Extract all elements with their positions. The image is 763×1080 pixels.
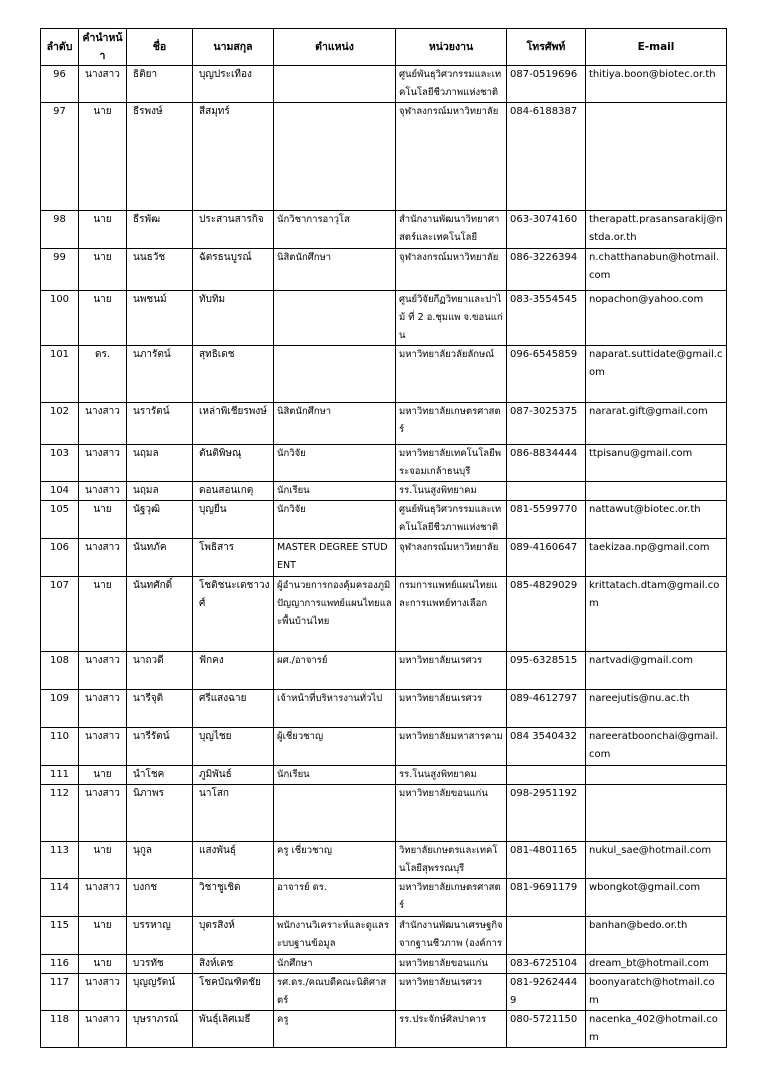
row-last-name: ภูมิพันธ์ bbox=[193, 766, 274, 785]
row-number: 102 bbox=[41, 403, 79, 445]
row-organization: สำนักงานพัฒนาวิทยาศาสตร์และเทคโนโลยี bbox=[396, 211, 507, 249]
row-organization: รร.ประจักษ์ศิลปาคาร bbox=[396, 1011, 507, 1048]
row-organization: มหาวิทยาลัยเกษตรศาสตร์ bbox=[396, 403, 507, 445]
row-last-name: ฟักคง bbox=[193, 652, 274, 690]
row-phone: 083-3554545 bbox=[507, 291, 586, 346]
row-last-name: ประสานสารกิจ bbox=[193, 211, 274, 249]
header-row bbox=[41, 29, 727, 66]
row-phone: 096-6545859 bbox=[507, 346, 586, 403]
row-email: taekizaa.np@gmail.com bbox=[586, 539, 727, 577]
row-number: 107 bbox=[41, 577, 79, 652]
row-first-name: บรรหาญ bbox=[127, 917, 193, 955]
row-phone bbox=[507, 766, 586, 785]
participant-table bbox=[40, 28, 727, 1048]
row-first-name: นภารัตน์ bbox=[127, 346, 193, 403]
table-row bbox=[41, 66, 727, 103]
table-row bbox=[41, 974, 727, 1011]
row-email: therapatt.prasansarakij@nstda.or.th bbox=[586, 211, 727, 249]
row-last-name: สิงห์เดช bbox=[193, 955, 274, 974]
col-header-first-name: ชื่อ bbox=[127, 29, 193, 66]
row-number: 115 bbox=[41, 917, 79, 955]
table-row bbox=[41, 249, 727, 291]
row-first-name: นันทภัค bbox=[127, 539, 193, 577]
row-prefix: นาย bbox=[79, 291, 127, 346]
row-last-name: ดอนสอนเกตุ bbox=[193, 482, 274, 501]
participant-list-page bbox=[40, 28, 726, 1048]
row-position: ผศ./อาจารย์ bbox=[274, 652, 396, 690]
row-first-name: นนธวัช bbox=[127, 249, 193, 291]
row-first-name: ธิติยา bbox=[127, 66, 193, 103]
row-email: nareejutis@nu.ac.th bbox=[586, 690, 727, 728]
row-number: 106 bbox=[41, 539, 79, 577]
row-last-name: สีสมุทร์ bbox=[193, 103, 274, 211]
row-email bbox=[586, 482, 727, 501]
row-email: ttpisanu@gmail.com bbox=[586, 445, 727, 482]
row-prefix: นาย bbox=[79, 842, 127, 879]
row-number: 96 bbox=[41, 66, 79, 103]
row-number: 113 bbox=[41, 842, 79, 879]
row-last-name: บุญยืน bbox=[193, 501, 274, 539]
row-email: nareeratboonchai@gmail.com bbox=[586, 728, 727, 766]
row-last-name: ศรีแสงฉาย bbox=[193, 690, 274, 728]
row-organization: มหาวิทยาลัยวลัยลักษณ์ bbox=[396, 346, 507, 403]
row-email bbox=[586, 785, 727, 842]
row-number: 100 bbox=[41, 291, 79, 346]
row-organization: มหาวิทยาลัยขอนแก่น bbox=[396, 785, 507, 842]
row-phone: 081-92624449 bbox=[507, 974, 586, 1011]
row-phone: 084-6188387 bbox=[507, 103, 586, 211]
row-phone: 087-3025375 bbox=[507, 403, 586, 445]
row-position bbox=[274, 291, 396, 346]
row-last-name: ทับทิม bbox=[193, 291, 274, 346]
table-row bbox=[41, 346, 727, 403]
row-organization: รร.โนนสูงพิทยาคม bbox=[396, 482, 507, 501]
row-position: นักศึกษา bbox=[274, 955, 396, 974]
row-first-name: นุกูล bbox=[127, 842, 193, 879]
row-number: 104 bbox=[41, 482, 79, 501]
row-phone: 081-5599770 bbox=[507, 501, 586, 539]
row-last-name: นาโสก bbox=[193, 785, 274, 842]
row-position: นักวิจัย bbox=[274, 445, 396, 482]
row-prefix: นางสาว bbox=[79, 403, 127, 445]
row-organization: มหาวิทยาลัยนเรศวร bbox=[396, 974, 507, 1011]
row-email bbox=[586, 103, 727, 211]
row-prefix: นาย bbox=[79, 501, 127, 539]
row-number: 112 bbox=[41, 785, 79, 842]
table-row bbox=[41, 577, 727, 652]
row-number: 103 bbox=[41, 445, 79, 482]
row-organization: มหาวิทยาลัยขอนแก่น bbox=[396, 955, 507, 974]
table-row bbox=[41, 690, 727, 728]
row-position: นักวิจัย bbox=[274, 501, 396, 539]
row-phone: 084 3540432 bbox=[507, 728, 586, 766]
table-row bbox=[41, 879, 727, 917]
row-phone: 080-5721150 bbox=[507, 1011, 586, 1048]
table-row bbox=[41, 403, 727, 445]
row-prefix: นางสาว bbox=[79, 445, 127, 482]
row-number: 98 bbox=[41, 211, 79, 249]
col-header-phone: โทรศัพท์ bbox=[507, 29, 586, 66]
row-phone: 086-3226394 bbox=[507, 249, 586, 291]
row-prefix: นางสาว bbox=[79, 539, 127, 577]
row-last-name: สุทธิเดช bbox=[193, 346, 274, 403]
row-organization: จุฬาลงกรณ์มหาวิทยาลัย bbox=[396, 103, 507, 211]
table-row bbox=[41, 211, 727, 249]
row-email: krittatach.dtam@gmail.com bbox=[586, 577, 727, 652]
row-email: nararat.gift@gmail.com bbox=[586, 403, 727, 445]
row-prefix: นาย bbox=[79, 955, 127, 974]
row-number: 108 bbox=[41, 652, 79, 690]
row-last-name: บุตรสิงห์ bbox=[193, 917, 274, 955]
row-last-name: บุญไชย bbox=[193, 728, 274, 766]
row-position: MASTER DEGREE STUDENT bbox=[274, 539, 396, 577]
row-first-name: นัฐวุฒิ bbox=[127, 501, 193, 539]
row-first-name: นารีรัตน์ bbox=[127, 728, 193, 766]
row-prefix: นาย bbox=[79, 917, 127, 955]
row-email: dream_bt@hotmail.com bbox=[586, 955, 727, 974]
row-phone: 089-4160647 bbox=[507, 539, 586, 577]
row-first-name: นิภาพร bbox=[127, 785, 193, 842]
row-last-name: แสงพันธุ์ bbox=[193, 842, 274, 879]
row-prefix: นางสาว bbox=[79, 482, 127, 501]
row-number: 97 bbox=[41, 103, 79, 211]
row-first-name: นพชนม์ bbox=[127, 291, 193, 346]
row-organization: จุฬาลงกรณ์มหาวิทยาลัย bbox=[396, 249, 507, 291]
row-prefix: นางสาว bbox=[79, 974, 127, 1011]
row-position: นิสิตนักศึกษา bbox=[274, 403, 396, 445]
row-phone: 081-4801165 bbox=[507, 842, 586, 879]
row-position: นักเรียน bbox=[274, 482, 396, 501]
row-organization: ศูนย์พันธุวิศวกรรมและเทคโนโลยีชีวภาพแห่งชาติ bbox=[396, 501, 507, 539]
row-position: อาจารย์ ดร. bbox=[274, 879, 396, 917]
row-organization: สำนักงานพัฒนาเศรษฐกิจจากฐานชีวภาพ (องค์การ bbox=[396, 917, 507, 955]
row-prefix: นางสาว bbox=[79, 690, 127, 728]
row-email: naparat.suttidate@gmail.com bbox=[586, 346, 727, 403]
row-phone: 063-3074160 bbox=[507, 211, 586, 249]
col-header-position: ตำแหน่ง bbox=[274, 29, 396, 66]
table-row bbox=[41, 652, 727, 690]
col-header-organization: หน่วยงาน bbox=[396, 29, 507, 66]
row-first-name: บุญญรัตน์ bbox=[127, 974, 193, 1011]
row-prefix: นาย bbox=[79, 766, 127, 785]
row-position: ครู bbox=[274, 1011, 396, 1048]
row-first-name: นารีจุติ bbox=[127, 690, 193, 728]
row-position bbox=[274, 103, 396, 211]
row-position bbox=[274, 785, 396, 842]
row-last-name: พันธุ์เลิศเมธี bbox=[193, 1011, 274, 1048]
row-email bbox=[586, 766, 727, 785]
row-phone bbox=[507, 482, 586, 501]
row-first-name: บวรทัช bbox=[127, 955, 193, 974]
row-phone: 083-6725104 bbox=[507, 955, 586, 974]
table-row bbox=[41, 291, 727, 346]
row-email: nopachon@yahoo.com bbox=[586, 291, 727, 346]
row-position: นักวิชาการอาวุโส bbox=[274, 211, 396, 249]
row-organization: กรมการแพทย์แผนไทยและการแพทย์ทางเลือก bbox=[396, 577, 507, 652]
table-row bbox=[41, 501, 727, 539]
row-number: 105 bbox=[41, 501, 79, 539]
row-prefix: นาย bbox=[79, 103, 127, 211]
row-prefix: นางสาว bbox=[79, 652, 127, 690]
row-position: นิสิตนักศึกษา bbox=[274, 249, 396, 291]
col-header-no: ลำดับ bbox=[41, 29, 79, 66]
row-number: 114 bbox=[41, 879, 79, 917]
row-last-name: วิชาชูเชิด bbox=[193, 879, 274, 917]
table-row bbox=[41, 1011, 727, 1048]
row-last-name: บุญประเทือง bbox=[193, 66, 274, 103]
row-organization: ศูนย์พันธุวิศวกรรมและเทคโนโลยีชีวภาพแห่งชาติ bbox=[396, 66, 507, 103]
row-first-name: ธีรพัฒ bbox=[127, 211, 193, 249]
table-row bbox=[41, 955, 727, 974]
row-prefix: นาย bbox=[79, 211, 127, 249]
row-first-name: นาถวดี bbox=[127, 652, 193, 690]
row-email: boonyaratch@hotmail.com bbox=[586, 974, 727, 1011]
row-phone: 098-2951192 bbox=[507, 785, 586, 842]
row-position bbox=[274, 346, 396, 403]
row-prefix: นางสาว bbox=[79, 785, 127, 842]
table-row bbox=[41, 842, 727, 879]
table-row bbox=[41, 766, 727, 785]
row-number: 117 bbox=[41, 974, 79, 1011]
row-position: นักเรียน bbox=[274, 766, 396, 785]
row-last-name: โชติชนะเดชาวงศ์ bbox=[193, 577, 274, 652]
row-first-name: บงกช bbox=[127, 879, 193, 917]
row-position: เจ้าหน้าที่บริหารงานทั่วไป bbox=[274, 690, 396, 728]
row-first-name: ธีรพงษ์ bbox=[127, 103, 193, 211]
row-phone: 085-4829029 bbox=[507, 577, 586, 652]
row-first-name: นรารัตน์ bbox=[127, 403, 193, 445]
row-email: thitiya.boon@biotec.or.th bbox=[586, 66, 727, 103]
row-phone: 086-8834444 bbox=[507, 445, 586, 482]
row-number: 101 bbox=[41, 346, 79, 403]
table-row bbox=[41, 445, 727, 482]
table-row bbox=[41, 917, 727, 955]
row-first-name: นันทศักดิ์ bbox=[127, 577, 193, 652]
table-row bbox=[41, 103, 727, 211]
row-prefix: นาย bbox=[79, 577, 127, 652]
row-email: nukul_sae@hotmail.com bbox=[586, 842, 727, 879]
row-first-name: บุษราภรณ์ bbox=[127, 1011, 193, 1048]
row-first-name: นฤมล bbox=[127, 445, 193, 482]
row-prefix: ดร. bbox=[79, 346, 127, 403]
row-organization: มหาวิทยาลัยเกษตรศาสตร์ bbox=[396, 879, 507, 917]
row-position: ผู้เชี่ยวชาญ bbox=[274, 728, 396, 766]
row-organization: รร.โนนสูงพิทยาคม bbox=[396, 766, 507, 785]
row-email: nacenka_402@hotmail.com bbox=[586, 1011, 727, 1048]
row-position: ครู เชี่ยวชาญ bbox=[274, 842, 396, 879]
row-phone: 089-4612797 bbox=[507, 690, 586, 728]
row-email: banhan@bedo.or.th bbox=[586, 917, 727, 955]
row-prefix: นางสาว bbox=[79, 728, 127, 766]
row-number: 116 bbox=[41, 955, 79, 974]
row-number: 99 bbox=[41, 249, 79, 291]
row-prefix: นาย bbox=[79, 249, 127, 291]
row-position bbox=[274, 66, 396, 103]
row-last-name: เหล่าพิเชียรพงษ์ bbox=[193, 403, 274, 445]
table-row bbox=[41, 728, 727, 766]
row-last-name: โพธิสาร bbox=[193, 539, 274, 577]
row-prefix: นางสาว bbox=[79, 1011, 127, 1048]
row-number: 109 bbox=[41, 690, 79, 728]
row-email: wbongkot@gmail.com bbox=[586, 879, 727, 917]
col-header-last-name: นามสกุล bbox=[193, 29, 274, 66]
row-phone: 095-6328515 bbox=[507, 652, 586, 690]
col-header-email: E-mail bbox=[586, 29, 727, 66]
table-row bbox=[41, 482, 727, 501]
row-prefix: นางสาว bbox=[79, 66, 127, 103]
row-phone: 081-9691179 bbox=[507, 879, 586, 917]
row-first-name: นฤมล bbox=[127, 482, 193, 501]
row-organization: จุฬาลงกรณ์มหาวิทยาลัย bbox=[396, 539, 507, 577]
row-first-name: นำโชค bbox=[127, 766, 193, 785]
table-row bbox=[41, 539, 727, 577]
row-prefix: นางสาว bbox=[79, 879, 127, 917]
row-organization: มหาวิทยาลัยนเรศวร bbox=[396, 652, 507, 690]
row-number: 111 bbox=[41, 766, 79, 785]
row-last-name: ตันติพิษณุ bbox=[193, 445, 274, 482]
row-phone: 087-0519696 bbox=[507, 66, 586, 103]
row-email: n.chatthanabun@hotmail.com bbox=[586, 249, 727, 291]
row-position: รศ.ดร./คณบดีคณะนิติศาสตร์ bbox=[274, 974, 396, 1011]
row-last-name: ฉัตรธนบูรณ์ bbox=[193, 249, 274, 291]
row-organization: มหาวิทยาลัยมหาสารคาม bbox=[396, 728, 507, 766]
row-last-name: โชคบัณฑิตชัย bbox=[193, 974, 274, 1011]
col-header-prefix: คำนำหน้า bbox=[79, 29, 127, 66]
table-row bbox=[41, 785, 727, 842]
row-email: nattawut@biotec.or.th bbox=[586, 501, 727, 539]
row-position: พนักงานวิเคราะห์และดูแลระบบฐานข้อมูล bbox=[274, 917, 396, 955]
row-organization: มหาวิทยาลัยนเรศวร bbox=[396, 690, 507, 728]
row-organization: ศูนย์วิจัยกีฏวิทยาและปาไม้ ที่ 2 อ.ชุมแพ จ.ขอนแก่น bbox=[396, 291, 507, 346]
row-number: 118 bbox=[41, 1011, 79, 1048]
row-organization: มหาวิทยาลัยเทคโนโลยีพระจอมเกล้าธนบุรี bbox=[396, 445, 507, 482]
row-organization: วิทยาลัยเกษตรและเทคโนโลยีสุพรรณบุรี bbox=[396, 842, 507, 879]
row-position: ผู้อำนวยการกองคุ้มครองภูมิปัญญาการแพทย์แผนไทยและพื้นบ้านไทย bbox=[274, 577, 396, 652]
row-email: nartvadi@gmail.com bbox=[586, 652, 727, 690]
row-phone bbox=[507, 917, 586, 955]
row-number: 110 bbox=[41, 728, 79, 766]
